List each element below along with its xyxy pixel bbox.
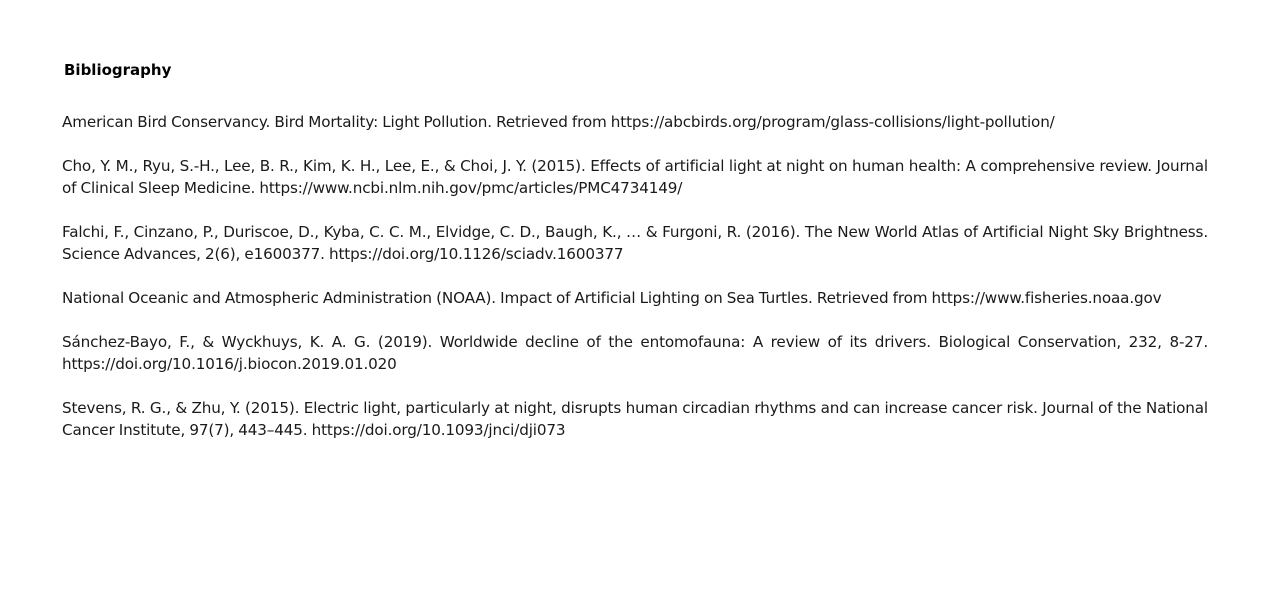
bibliography-entry: Falchi, F., Cinzano, P., Duriscoe, D., Kyba, C. C. M., Elvidge, C. D., Baugh, K., … & Furgoni, R. (2016). The New World Atlas of Artificial Night Sky Brightness. Science Advances, 2(6), e1600377. https://doi.org/10.1126/sciadv.1600377 <box>62 223 1208 263</box>
bibliography-list <box>62 111 1208 463</box>
bibliography-entry: Stevens, R. G., & Zhu, Y. (2015). Electric light, particularly at night, disrupts human circadian rhythms and can increase cancer risk. Journal of the National Cancer Institute, 97(7), 443–445. https://doi.org/10.1093/jnci/dji073 <box>62 399 1208 439</box>
bibliography-entry: Sánchez-Bayo, F., & Wyckhuys, K. A. G. (2019). Worldwide decline of the entomofauna: A review of its drivers. Biological Conservation, 232, 8-27. https://doi.org/10.1016/j.biocon.2019.01.020 <box>62 333 1208 373</box>
bibliography-entry: National Oceanic and Atmospheric Administration (NOAA). Impact of Artificial Lighting on Sea Turtles. Retrieved from https://www.fisheries.noaa.gov <box>62 289 1162 307</box>
bibliography-entry: Cho, Y. M., Ryu, S.-H., Lee, B. R., Kim, K. H., Lee, E., & Choi, J. Y. (2015). Effects of artificial light at night on human health: A comprehensive review. Journal of Clinical Sleep Medicine. https://www.ncbi.nlm.nih.gov/pmc/articles/PMC4734149/ <box>62 157 1208 197</box>
bibliography-heading: Bibliography <box>64 61 172 79</box>
bibliography-entry: American Bird Conservancy. Bird Mortality: Light Pollution. Retrieved from https://abcbirds.org/program/glass-collisions/light-pollution/ <box>62 113 1055 131</box>
